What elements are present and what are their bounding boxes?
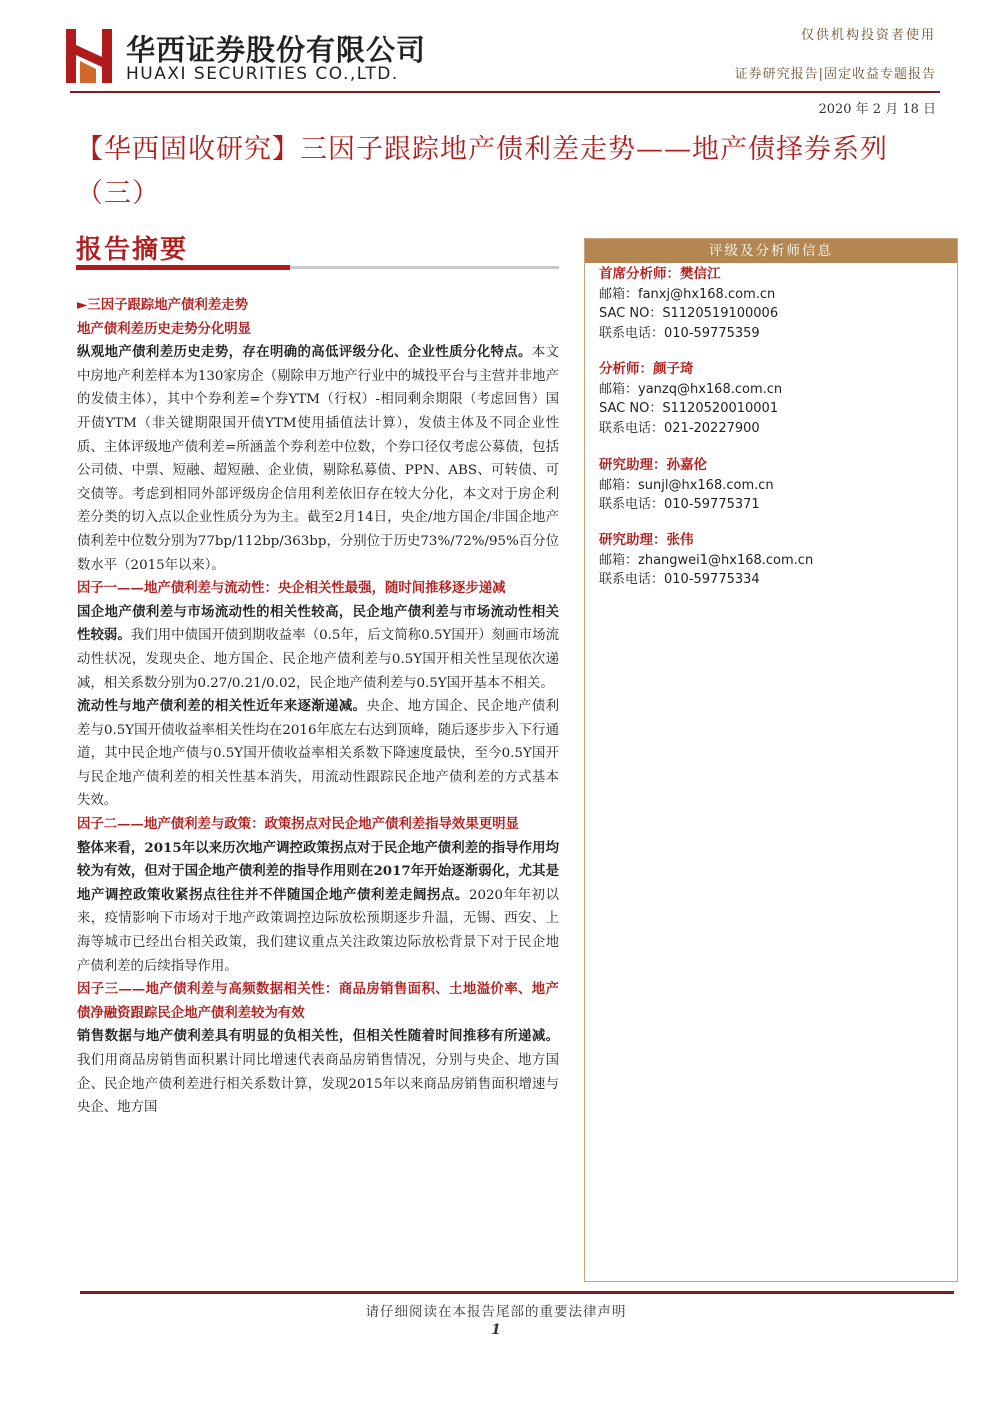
report-date: 2020 年 2 月 18 日 bbox=[818, 102, 936, 117]
paragraph-text: 我们用中债国开债到期收益率（0.5年，后文简称0.5Y国开）刻画市场流动性状况，发现央企、地方国企、民企地产债利差与0.5Y国开相关性呈现依次递减，相关系数分别为0.27/0.21/0.02，民企地产债利差与0.5Y国开基本不相关。 bbox=[77, 628, 559, 691]
paragraph-text: 2020年年初以来，疫情影响下市场对于地产政策调控边际放松预期逐步升温，无锡、西安、上海等城市已经出台相关政策，我们建议重点关注政策边际放松背景下对于民企地产债利差的后续指导作用。 bbox=[77, 887, 560, 974]
section-heading: ►三因子跟踪地产债利差走势 bbox=[77, 297, 248, 313]
summary-body bbox=[77, 294, 559, 1120]
analyst-entry bbox=[599, 531, 949, 590]
paragraph-text: 本文中房地产利差样本为130家房企（剔除申万地产行业中的城投平台与主营并非地产的发债主体），其中个券利差=个券YTM（行权）-相同剩余期限（考虑回售）国开债YTM（非关键期限国开债YTM使用插值法计算），发债主体及不同企业性质、主体评级地产债利差=所涵盖个券利差中位数，个券口径仅考虑公募债，包括公司债、中票、短融、超短融、企业债，剔除私募债、PPN、ABS、可转债、可交债等。考虑到相同外部评级房企信用利差依旧存在较大分化，本文对于房企利差分类的切入点以企业性质分为为主。截至2月14日，央企/地方国企/非国企地产债利差中位数分别为77bp/112bp/363bp，分别位于历史73%/72%/95%百分位数水平（2015年以来）。 bbox=[77, 345, 560, 573]
section-subheading: 因子三——地产债利差与高频数据相关性：商品房销售面积、土地溢价率、地产债净融资跟踪民企地产债利差较为有效 bbox=[77, 981, 559, 1021]
analyst-role: 研究助理：孙嘉伦 bbox=[599, 457, 707, 473]
company-name-en: HUAXI SECURITIES CO.,LTD. bbox=[126, 64, 399, 84]
paragraph-lead: 销售数据与地产债利差具有明显的负相关性，但相关性随着时间推移有所递减。 bbox=[77, 1028, 559, 1045]
analyst-phone: 联系电话：010-59775334 bbox=[599, 572, 760, 587]
paragraph-lead: 国企地产债利差与市场流动性的相关性较高，民企地产债利差与市场流动性相关性较弱。 bbox=[77, 603, 559, 644]
analyst-role: 分析师：颜子琦 bbox=[599, 361, 694, 377]
report-type: 证券研究报告|固定收益专题报告 bbox=[734, 67, 936, 82]
section-subheading: 因子二——地产债利差与政策：政策拐点对民企地产债利差指导效果更明显 bbox=[77, 816, 519, 833]
summary-paragraph bbox=[77, 601, 559, 695]
paragraph-lead: 流动性与地产债利差的相关性近年来逐渐递减。 bbox=[77, 698, 367, 715]
summary-heading: 报告摘要 bbox=[76, 235, 189, 265]
report-title: 【华西固收研究】三因子跟踪地产债利差走势——地产债择券系列（三） bbox=[76, 134, 888, 209]
analyst-sac: SAC NO：S1120520010001 bbox=[599, 401, 779, 416]
analyst-phone: 联系电话：010-59775371 bbox=[599, 497, 760, 512]
heading-underline-gray bbox=[290, 266, 559, 269]
paragraph-lead: 纵观地产债利差历史走势，存在明确的高低评级分化、企业性质分化特点。 bbox=[77, 344, 532, 361]
section-subheading: 地产债利差历史走势分化明显 bbox=[77, 320, 252, 337]
section-subheading: 因子一——地产债利差与流动性：央企相关性最强，随时间推移逐步递减 bbox=[77, 580, 506, 597]
summary-paragraph bbox=[77, 837, 559, 979]
footer-legal-note: 请仔细阅读在本报告尾部的重要法律声明 bbox=[365, 1304, 627, 1320]
analyst-email[interactable]: 邮箱：yanzq@hx168.com.cn bbox=[599, 381, 783, 397]
investor-note: 仅供机构投资者使用 bbox=[800, 28, 936, 43]
analyst-phone: 联系电话：010-59775359 bbox=[599, 325, 760, 341]
company-name-cn: 华西证券股份有限公司 bbox=[126, 33, 427, 67]
analyst-entry bbox=[599, 456, 949, 515]
paragraph-text: 央企、地方国企、民企地产债利差与0.5Y国开债收益率相关性均在2016年底左右达到顶峰，随后逐步步入下行通道，其中民企地产债与0.5Y国开债收益率相关系数下降速度最快，至今0.5Y国开与民企地产债利差的相关性基本消失，用流动性跟踪民企地产债利差的方式基本失效。 bbox=[77, 699, 560, 809]
huaxi-logo-icon bbox=[62, 27, 116, 85]
analyst-entry bbox=[599, 360, 949, 438]
summary-paragraph bbox=[77, 341, 559, 577]
analyst-sac: SAC NO：S1120519100006 bbox=[599, 306, 779, 321]
analyst-phone: 联系电话：021-20227900 bbox=[599, 420, 760, 436]
analyst-email[interactable]: 邮箱：sunjl@hx168.com.cn bbox=[599, 477, 774, 493]
analyst-role: 首席分析师：樊信江 bbox=[599, 266, 721, 282]
summary-paragraph bbox=[77, 695, 559, 813]
page-number: 1 bbox=[491, 1322, 501, 1338]
summary-paragraph bbox=[77, 1025, 559, 1119]
header-divider bbox=[70, 91, 940, 93]
paragraph-text: 我们用商品房销售面积累计同比增速代表商品房销售情况，分别与央企、地方国企、民企地产债利差进行相关系数计算，发现2015年以来商品房销售面积增速与央企、地方国 bbox=[77, 1053, 559, 1116]
analyst-email[interactable]: 邮箱：fanxj@hx168.com.cn bbox=[599, 286, 776, 302]
heading-underline bbox=[76, 265, 290, 270]
analyst-entry bbox=[599, 265, 949, 343]
paragraph-lead: 整体来看，2015年以来历次地产调控政策拐点对于民企地产债利差的指导作用均较为有效，但对于国企地产债利差的指导作用则在2017年开始逐渐弱化，尤其是地产调控政策收紧拐点往往并不伴随国企地产债利差走阔拐点。 bbox=[77, 839, 559, 903]
analyst-role: 研究助理：张伟 bbox=[599, 532, 694, 548]
footer-divider bbox=[80, 1291, 954, 1294]
analyst-box-title: 评级及分析师信息 bbox=[585, 239, 957, 263]
analyst-email[interactable]: 邮箱：zhangwei1@hx168.com.cn bbox=[599, 552, 814, 568]
